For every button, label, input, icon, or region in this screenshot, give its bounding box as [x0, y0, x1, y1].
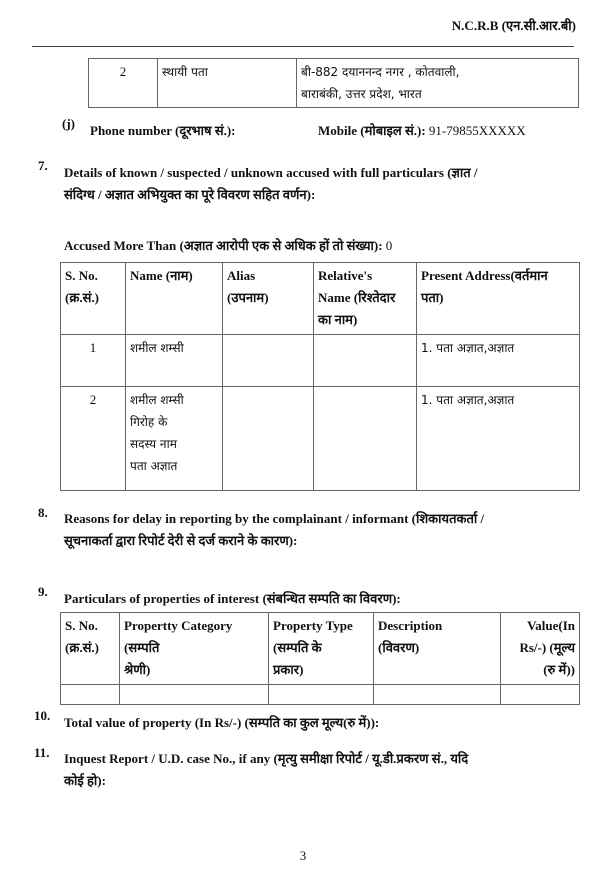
table-row: [89, 59, 579, 108]
prop-col-description-2: (विवरण): [378, 640, 420, 655]
col-alias-hi: (उपनाम): [227, 290, 269, 305]
prop-col-value-3: (रु में)): [543, 662, 575, 677]
prop-col-sno-hi: (क्र.सं.): [65, 640, 99, 655]
table-row: [61, 685, 580, 705]
page-number: 3: [299, 848, 307, 863]
accused-table: [60, 262, 580, 491]
prop-col-sno: [61, 613, 120, 685]
prop-empty-sno: [61, 685, 120, 705]
table-row: [61, 335, 580, 387]
col-relative-2: Name (रिश्तेदार: [318, 290, 396, 305]
prop-col-sno-en: S. No.: [65, 618, 98, 633]
prop-col-value-2: Rs/-) (मूल्य: [519, 640, 575, 655]
prop-empty-value: [501, 685, 580, 705]
address-table: [88, 58, 579, 108]
row1-sno: 1: [61, 335, 126, 387]
section-11-line-1: Inquest Report / U.D. case No., if any (मृत्यु समीक्षा रिपोर्ट / यू.डी.प्रकरण सं., यदि: [64, 751, 469, 766]
mobile-value: 91-79855XXXXX: [428, 123, 526, 138]
row2-name-line-3: सदस्य नाम: [130, 437, 177, 451]
col-sno-hi: (क्र.सं.): [65, 290, 99, 305]
section-8-line-2: सूचनाकर्ता द्वारा रिपोर्ट देरी से दर्ज कराने के कारण):: [64, 533, 298, 548]
address-line-1: बी-882 दयाननन्द नगर , कोतवाली,: [301, 65, 460, 79]
section-11-number: 11.: [34, 745, 50, 760]
section-7-title: [64, 162, 584, 206]
row1-address: 1. पता अज्ञात,अज्ञात: [417, 335, 580, 387]
prop-col-type-2: (सम्पति के: [273, 640, 322, 655]
address-type: स्थायी पता: [158, 59, 297, 108]
section-11-line-2: कोई हो):: [64, 773, 106, 788]
section-7-number: 7.: [38, 158, 48, 173]
prop-empty-category: [120, 685, 269, 705]
section-11-title: [64, 748, 584, 792]
prop-col-category-3: श्रेणी): [124, 662, 151, 677]
row2-relative: [314, 387, 417, 491]
row2-sno: 2: [61, 387, 126, 491]
prop-col-value: [501, 613, 580, 685]
prop-col-category-1: Propertty Category: [124, 618, 233, 633]
accused-more-label: Accused More Than (अज्ञात आरोपी एक से अधिक हों तो संख्या):: [64, 238, 383, 253]
section-7-line-1: Details of known / suspected / unknown accused with full particulars (ज्ञात /: [64, 165, 478, 180]
section-7-line-2: संदिग्ध / अज्ञात अभियुक्त का पूरे विवरण सहित वर्णन):: [64, 187, 316, 202]
accused-more-value: 0: [385, 238, 393, 253]
row1-relative: [314, 335, 417, 387]
address-line-2: बाराबंकी, उत्तर प्रदेश, भारत: [301, 87, 422, 101]
col-address-2: पता): [421, 290, 444, 305]
prop-col-description-1: Description: [378, 618, 443, 633]
accused-more-field: [64, 236, 392, 254]
mobile-label: Mobile (मोबाइल सं.):: [318, 123, 426, 138]
col-address: [417, 263, 580, 335]
row2-alias: [223, 387, 314, 491]
col-sno: [61, 263, 126, 335]
section-8-number: 8.: [38, 505, 48, 520]
prop-col-category: [120, 613, 269, 685]
prop-col-description: [374, 613, 501, 685]
phone-label: Phone number (दूरभाष सं.):: [90, 123, 236, 138]
prop-col-value-1: Value(In: [527, 618, 575, 633]
row2-address: 1. पता अज्ञात,अज्ञात: [417, 387, 580, 491]
col-alias-en: Alias: [227, 268, 256, 283]
prop-col-type-3: प्रकार): [273, 662, 304, 677]
prop-empty-type: [269, 685, 374, 705]
address-no: 2: [89, 59, 158, 108]
section-10-title: Total value of property (In Rs/-) (सम्पति का कुल मूल्य(रु में)):: [64, 715, 380, 730]
table-header-row: [61, 613, 580, 685]
col-address-1: Present Address(वर्तमान: [421, 268, 548, 283]
address-value: [297, 59, 579, 108]
document-header: N.C.R.B (एन.सी.आर.बी): [451, 18, 576, 33]
row1-alias: [223, 335, 314, 387]
prop-col-category-2: (सम्पति: [124, 640, 160, 655]
table-header-row: [61, 263, 580, 335]
col-alias: [223, 263, 314, 335]
mobile-field: [318, 121, 526, 139]
section-8-title: [64, 508, 584, 552]
col-name: [126, 263, 223, 335]
col-sno-en: S. No.: [65, 268, 98, 283]
col-relative-3: का नाम): [318, 312, 358, 327]
row2-name-line-4: पता अज्ञात: [130, 459, 178, 473]
prop-col-type: [269, 613, 374, 685]
prop-col-type-1: Property Type: [273, 618, 353, 633]
row1-name: शमील शम्सी: [126, 335, 223, 387]
property-table: [60, 612, 580, 705]
row2-name-line-2: गिरोह के: [130, 415, 168, 429]
col-relative-1: Relative's: [318, 268, 373, 283]
section-9-title: Particulars of properties of interest (संबन्धित सम्पति का विवरण):: [64, 591, 401, 606]
section-10-number: 10.: [34, 708, 51, 723]
section-8-line-1: Reasons for delay in reporting by the complainant / informant (शिकायतकर्ता /: [64, 511, 485, 526]
header-rule: [32, 46, 574, 47]
row2-name: [126, 387, 223, 491]
section-9-number: 9.: [38, 584, 48, 599]
col-relative: [314, 263, 417, 335]
table-row: [61, 387, 580, 491]
phone-label-j: (j): [62, 116, 75, 131]
prop-empty-description: [374, 685, 501, 705]
row2-name-line-1: शमील शम्सी: [130, 393, 184, 407]
col-name-label: Name (नाम): [130, 268, 193, 283]
